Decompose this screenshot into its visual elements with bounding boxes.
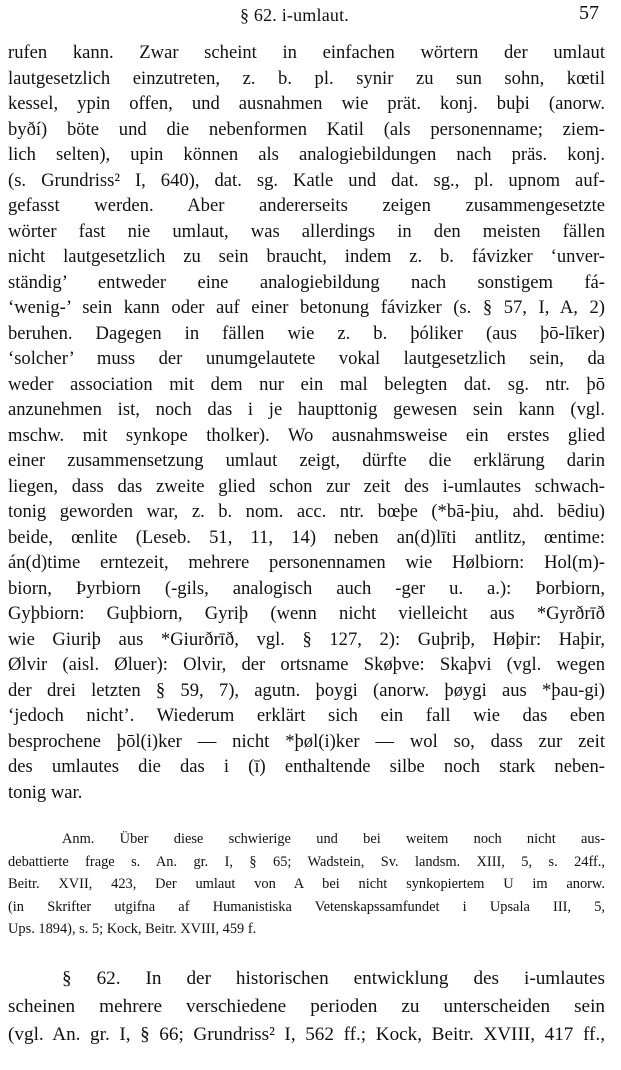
section-62-paragraph — [8, 965, 605, 1049]
text-line: ‘wenig-’ sein kann oder auf einer betonung fávizker (s. § 57, I, A, 2) — [8, 297, 605, 318]
running-title: § 62. i-umlaut. — [240, 5, 349, 25]
text-line: Gyþbiorn: Guþbiorn, Gyriþ (wenn nicht vielleicht aus *Gyrðrīð — [8, 603, 605, 624]
text-line: biorn, Þyrbiorn (-gils, analogisch auch -ger u. a.): Þorbiorn, — [8, 577, 605, 599]
text-line: beruhen. Dagegen in fällen wie z. b. þóliker (aus þō-līker) — [8, 322, 605, 344]
text-line: (s. Grundriss² I, 640), dat. sg. Katle und dat. sg., pl. upnom auf- — [8, 169, 605, 191]
text-line: tonig war. — [8, 781, 83, 803]
section-line: scheinen mehrere verschiedene perioden zu unterscheiden sein — [8, 996, 605, 1017]
text-line: rufen kann. Zwar scheint in einfachen wörtern der umlaut — [8, 42, 605, 63]
text-line: ‘solcher’ muss der unumgelautete vokal lautgesetzlich sein, da — [8, 348, 605, 369]
note-line: Beitr. XVII, 423, Der umlaut von A bei nicht synkopiertem U im anorw. — [8, 876, 605, 892]
text-line: der drei letzten § 59, 7), agutn. þoygi (anorw. þøygi aus *þau-gi) — [8, 679, 605, 701]
note-line: Anm. Über diese schwierige und bei weitem noch nicht aus- — [62, 831, 605, 847]
text-line: mschw. mit synkope tholker). Wo ausnahmsweise ein erstes glied — [8, 424, 605, 446]
page-number: 57 — [579, 2, 599, 24]
text-line: liegen, dass das zweite glied schon zur zeit des i-umlautes schwach- — [8, 475, 605, 497]
text-line: des umlautes die das i (ī) enthaltende silbe noch stark neben- — [8, 756, 605, 777]
text-line: besprochene þōl(i)ker — nicht *þøl(i)ker — wol so, dass zur zeit — [8, 730, 605, 752]
text-line: beide, œnlite (Leseb. 51, 11, 14) neben an(d)līti antlitz, œntime: — [8, 526, 605, 548]
text-line: tonig geworden war, z. b. nom. acc. ntr. bœþe (*bā-þiu, ahd. bēdiu) — [8, 501, 605, 522]
text-line: ‘jedoch nicht’. Wiederum erklärt sich ein fall wie das eben — [8, 705, 605, 726]
note-line: Ups. 1894), s. 5; Kock, Beitr. XVIII, 459 f. — [8, 921, 257, 937]
text-line: weder association mit dem nur ein mal belegten dat. sg. ntr. þō — [8, 373, 605, 395]
text-line: Ølvir (aisl. Øluer): Olvir, der ortsname Skøþve: Skaþvi (vgl. wegen — [8, 654, 605, 675]
text-line: wörter fast nie umlaut, was allerdings in den meisten fällen — [8, 220, 605, 242]
text-line: án(d)time erntezeit, mehrere personennamen wie Hølbiorn: Hol(m)- — [8, 552, 605, 573]
text-line: nicht lautgesetzlich zu sein braucht, indem z. b. fávizker ‘unver- — [8, 246, 605, 267]
text-line: anzunehmen ist, noch das i je haupttonig gewesen sein kann (vgl. — [8, 399, 605, 420]
text-line: kessel, ypin offen, und ausnahmen wie prät. konj. buþi (anorw. — [8, 93, 605, 114]
text-line: lautgesetzlich einzutreten, z. b. pl. synir zu sun sohn, kœtil — [8, 67, 605, 89]
text-line: lich selten), upin können als analogiebildungen nach präs. konj. — [8, 144, 605, 165]
text-line: ständig’ entweder eine analogiebildung nach sonstigem fá- — [8, 271, 605, 293]
section-line: (vgl. An. gr. I, § 66; Grundriss² I, 562 ff.; Kock, Beitr. XVIII, 417 ff., — [8, 1024, 605, 1045]
section-line: § 62. In der historischen entwicklung des i-umlautes — [62, 968, 605, 989]
text-line: byðí) böte und die nebenformen Katil (als personenname; ziem- — [8, 118, 605, 140]
text-line: einer zusammensetzung umlaut zeigt, dürfte die erklärung darin — [8, 450, 605, 471]
note-line: debattierte frage s. An. gr. I, § 65; Wadstein, Sv. landsm. XIII, 5, s. 24ff., — [8, 853, 605, 870]
note-line: (in Skrifter utgifna af Humanistiska Vetenskapssamfundet i Upsala III, 5, — [8, 898, 605, 915]
running-head — [0, 2, 621, 30]
text-line: wie Giuriþ aus *Giurðrīð, vgl. § 127, 2): Guþriþ, Høþir: Haþir, — [8, 628, 605, 650]
body-paragraph — [8, 40, 605, 805]
annotation-note — [8, 828, 605, 941]
text-line: gefasst werden. Aber andererseits zeigen zusammengesetzte — [8, 195, 605, 216]
